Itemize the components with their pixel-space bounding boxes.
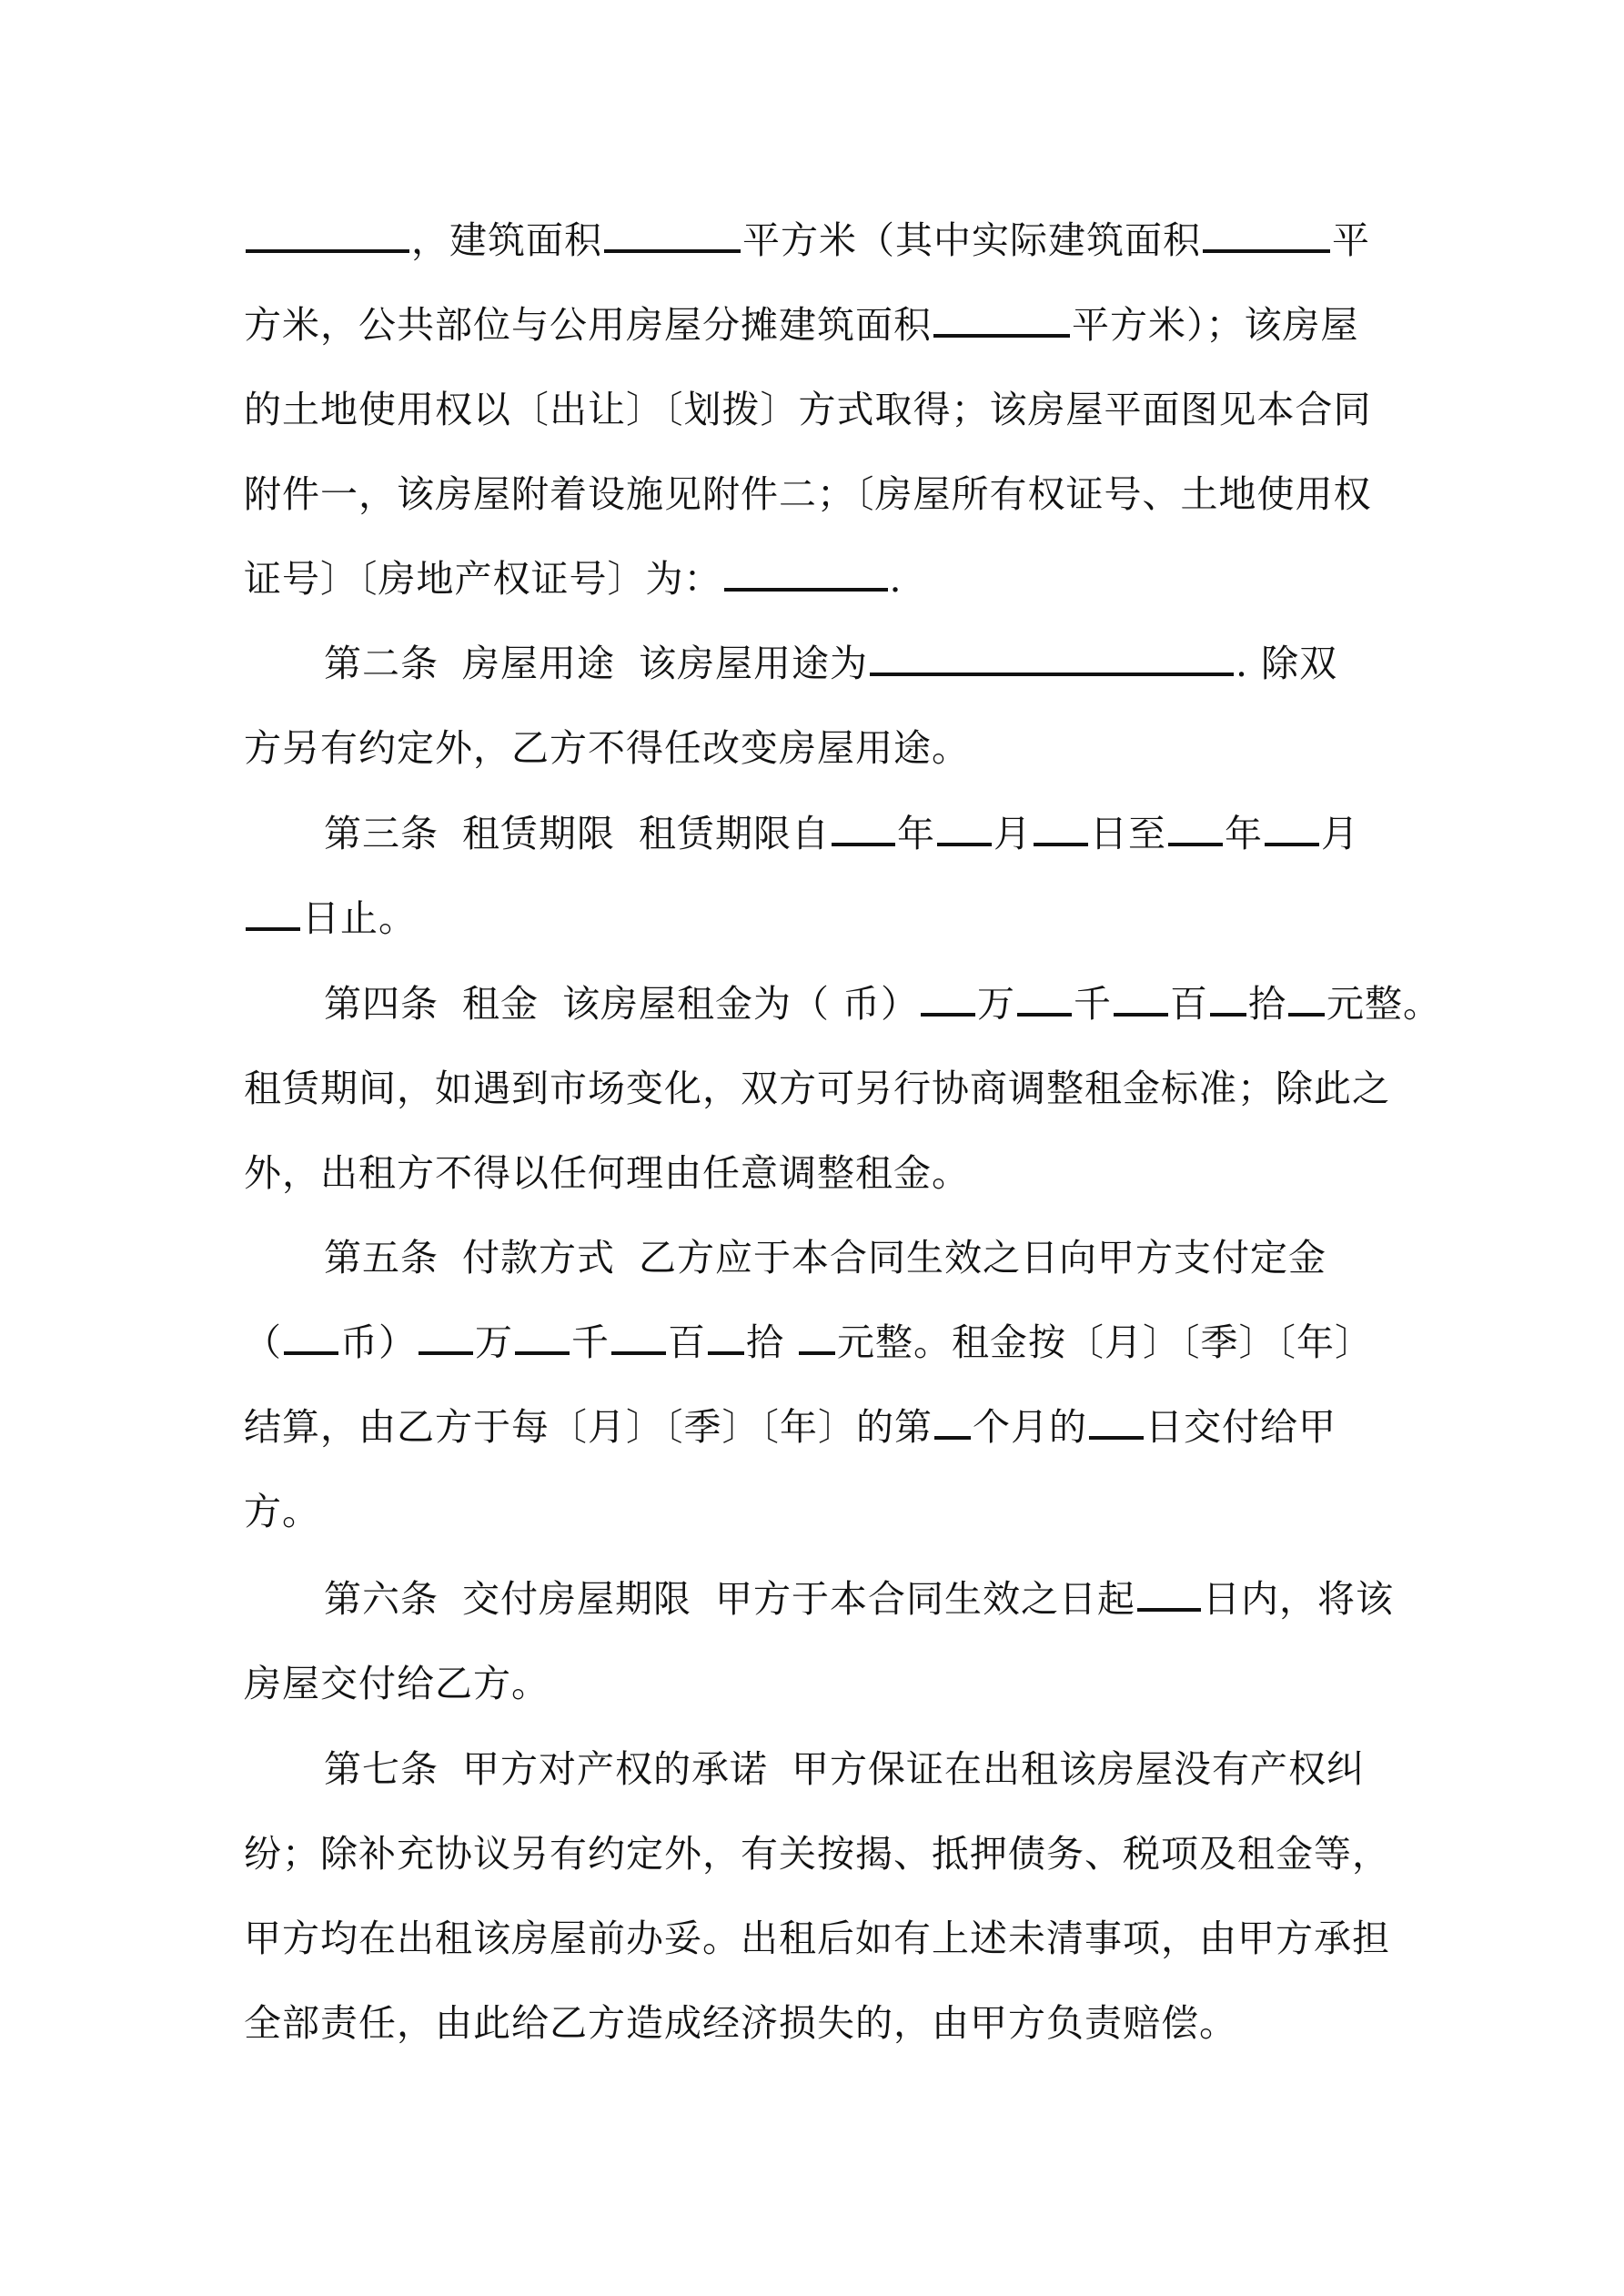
text-run: 月 [1321, 812, 1359, 855]
text-line [244, 1300, 1390, 1385]
text-line [244, 537, 1390, 622]
paragraph-article-2 [244, 622, 1390, 791]
text-run: 百 [1170, 982, 1209, 1026]
text-run: 年 [1225, 812, 1263, 855]
text-run: 外，出租方不得以任何理由任意调整租金。 [244, 1151, 970, 1195]
fill-blank [611, 1324, 666, 1355]
fill-blank [1168, 815, 1223, 846]
fill-blank [937, 815, 992, 846]
text-run: 币） [340, 1320, 417, 1364]
text-run: 该房屋用途为 [639, 642, 868, 685]
text-run: 拾 [1248, 982, 1287, 1026]
text-run: 的土地使用权以〔出让〕〔划拨〕方式取得；该房屋平面图见本合同 [244, 388, 1372, 431]
text-line [244, 962, 1442, 1047]
fill-blank [246, 222, 409, 253]
fill-blank [1034, 815, 1088, 846]
text-line [244, 622, 1390, 706]
text-line [244, 1470, 1390, 1554]
text-run: 方另有约定外，乙方不得任改变房屋用途。 [244, 726, 970, 770]
article-heading: 房屋用途 [462, 642, 615, 685]
fill-blank [419, 1324, 473, 1355]
text-run: 年 [897, 812, 935, 855]
text-run: 甲方均在出租该房屋前办妥。出租后如有上述未清事项，由甲方承担 [244, 1917, 1390, 1960]
fill-blank [246, 900, 300, 931]
text-run: 个月的 [973, 1405, 1087, 1449]
text-line [244, 1812, 1390, 1896]
text-line [244, 452, 1390, 537]
text-run: 千 [571, 1320, 610, 1364]
article-heading: 甲方对产权的承诺 [462, 1747, 768, 1791]
text-run: 乙方应于本合同生效之日向甲方支付定金 [639, 1236, 1326, 1279]
text-run: 方。 [244, 1490, 320, 1533]
text-run: 日交付给甲 [1145, 1405, 1337, 1449]
fill-blank [870, 645, 1234, 676]
article-heading: 租赁期限 [462, 812, 615, 855]
text-run: 拾 [746, 1320, 798, 1364]
text-line [244, 368, 1390, 452]
paragraph-article-3 [244, 792, 1390, 961]
text-line [244, 1131, 1390, 1216]
text-run: 结算，由乙方于每〔月〕〔季〕〔年〕的第 [244, 1405, 933, 1449]
text-run: 平方米（其中实际建筑面积 [742, 218, 1201, 262]
fill-blank [1203, 222, 1330, 253]
text-run: 元整。租金按〔月〕〔季〕〔年〕 [837, 1320, 1374, 1364]
text-run: 百 [668, 1320, 706, 1364]
text-run: （ [244, 1320, 282, 1364]
text-run: 万 [977, 982, 1016, 1026]
text-line [244, 706, 1390, 791]
text-run: 月 [994, 812, 1032, 855]
fill-blank [724, 561, 888, 592]
text-line [244, 1727, 1390, 1812]
text-run: 元整。 [1326, 982, 1442, 1026]
fill-blank [284, 1324, 338, 1355]
text-line [244, 1557, 1394, 1642]
article-number: 第五条 [324, 1236, 439, 1279]
paragraph-article-6 [244, 1557, 1394, 1726]
article-heading: 租金 [462, 982, 539, 1026]
article-number: 第七条 [324, 1747, 439, 1791]
text-line [244, 1047, 1390, 1131]
text-run: 甲方保证在出租该房屋没有产权纠 [792, 1747, 1365, 1791]
text-run: 平 [1332, 218, 1370, 262]
text-line [244, 1642, 1390, 1726]
text-run: 方米，公共部位与公用房屋分摊建筑面积 [244, 303, 932, 347]
fill-blank [832, 815, 895, 846]
paragraph-article-4 [244, 962, 1442, 1216]
text-run: 万 [475, 1320, 513, 1364]
text-run: . [889, 557, 903, 601]
text-line [244, 1896, 1390, 1981]
text-run: 日止。 [302, 896, 417, 940]
text-line [244, 1981, 1390, 2066]
fill-blank [1017, 986, 1072, 1017]
text-run: 千 [1074, 982, 1113, 1026]
fill-blank [934, 1409, 971, 1440]
fill-blank [799, 1324, 835, 1355]
fill-blank [1137, 1581, 1201, 1612]
text-line [244, 792, 1390, 876]
text-run: 附件一，该房屋附着设施见附件二；〔房屋所有权证号、土地使用权 [244, 472, 1372, 516]
article-number: 第六条 [324, 1577, 439, 1621]
text-run: 证号〕〔房地产权证号〕为： [244, 557, 722, 601]
text-run: 甲方于本合同生效之日起 [715, 1577, 1135, 1621]
article-number: 第三条 [324, 812, 439, 855]
paragraph-article-7 [244, 1727, 1390, 2066]
text-run: 平方米）；该房屋 [1072, 303, 1359, 347]
text-line [244, 1216, 1390, 1300]
text-run: 日至 [1090, 812, 1166, 855]
fill-blank [921, 986, 975, 1017]
text-run: 租赁期限自 [639, 812, 830, 855]
text-line [244, 198, 1390, 283]
text-run: 全部责任，由此给乙方造成经济损失的，由甲方负责赔偿。 [244, 2001, 1237, 2045]
text-line [244, 283, 1390, 368]
fill-blank [604, 222, 741, 253]
fill-blank [1089, 1409, 1144, 1440]
text-line [244, 1385, 1390, 1470]
fill-blank [1210, 986, 1246, 1017]
article-number: 第四条 [324, 982, 439, 1026]
fill-blank [708, 1324, 744, 1355]
fill-blank [1114, 986, 1168, 1017]
article-heading: 交付房屋期限 [462, 1577, 691, 1621]
text-run: 纷；除补充协议另有约定外，有关按揭、抵押债务、税项及租金等， [244, 1832, 1390, 1876]
text-line [244, 876, 1390, 961]
paragraph-article-5 [244, 1216, 1390, 1554]
text-run: 租赁期间，如遇到市场变化，双方可另行协商调整租金标准；除此之 [244, 1067, 1390, 1110]
fill-blank [515, 1324, 570, 1355]
fill-blank [933, 307, 1070, 338]
text-run: ，建筑面积 [411, 218, 602, 262]
fill-blank [1288, 986, 1325, 1017]
text-run: 房屋交付给乙方。 [244, 1662, 550, 1705]
article-heading: 付款方式 [462, 1236, 615, 1279]
text-run: . 除双 [1236, 642, 1338, 685]
text-run: 该房屋租金为（ 币） [562, 982, 920, 1026]
article-number: 第二条 [324, 642, 439, 685]
text-run: 日内，将该 [1203, 1577, 1394, 1621]
fill-blank [1265, 815, 1319, 846]
paragraph-article-1-continued [244, 198, 1390, 622]
